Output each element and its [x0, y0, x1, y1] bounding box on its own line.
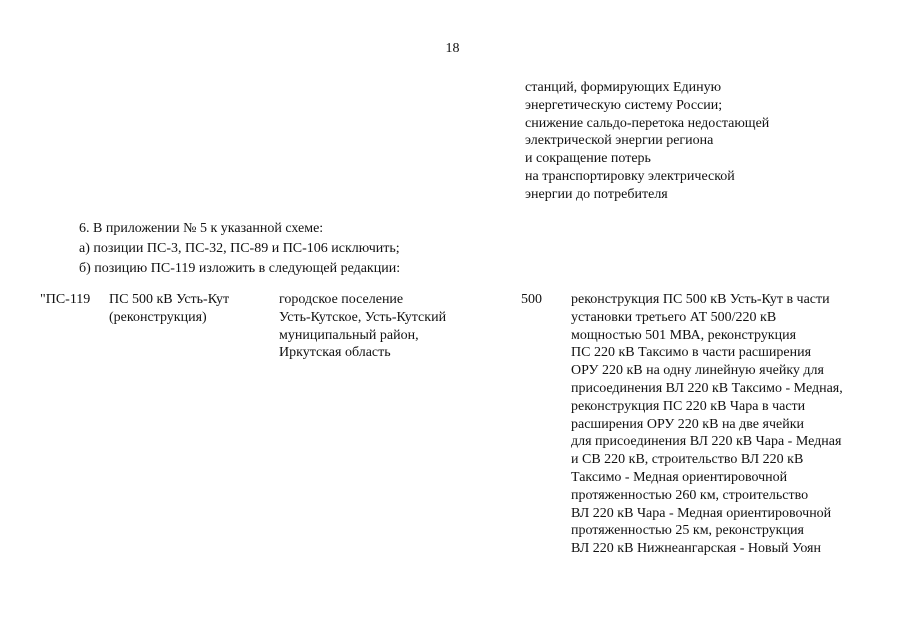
page-number: 18 [445, 41, 460, 56]
work-description-line: ПС 220 кВ Таксимо в части расширения [571, 345, 812, 361]
continued-text-line: энергии до потребителя [525, 186, 668, 202]
work-description-line: протяженностью 260 км, строительство [571, 487, 809, 503]
work-description [571, 291, 843, 558]
location-line: муниципальный район, [279, 327, 419, 343]
work-description-line: Таксимо - Медная ориентировочной [571, 469, 788, 485]
instruction-paragraph: 6. В приложении № 5 к указанной схеме: [79, 221, 324, 236]
object-name-line: ПС 500 кВ Усть-Кут [109, 292, 230, 307]
voltage-class: 500 [521, 292, 542, 307]
position-code: "ПС-119 [40, 292, 91, 307]
instructions-block [79, 219, 400, 279]
work-description-line: установки третьего АТ 500/220 кВ [571, 309, 777, 325]
object-name [109, 291, 229, 327]
instruction-item-b: б) позицию ПС-119 изложить в следующей редакции: [79, 261, 401, 276]
continued-text-line: на транспортировку электрической [525, 168, 735, 184]
continued-text-line: станций, формирующих Единую [525, 80, 722, 95]
work-description-line: для присоединения ВЛ 220 кВ Чара - Медная [571, 434, 842, 450]
work-description-line: ВЛ 220 кВ Нижнеангарская - Новый Уоян [571, 541, 821, 557]
work-description-line: протяженностью 25 км, реконструкция [571, 523, 804, 539]
continued-text-line: снижение сальдо-перетока недостающей [525, 115, 770, 131]
work-description-line: расширения ОРУ 220 кВ на две ячейки [571, 416, 804, 432]
location-line: Усть-Кутское, Усть-Кутский [279, 309, 447, 325]
continued-text-line: электрической энергии региона [525, 133, 714, 149]
object-name-line: (реконструкция) [109, 309, 207, 325]
work-description-line: реконструкция ПС 220 кВ Чара в части [571, 398, 806, 414]
continued-text-line: энергетическую систему России; [525, 97, 723, 113]
work-description-line: и СВ 220 кВ, строительство ВЛ 220 кВ [571, 452, 804, 468]
location [279, 291, 446, 362]
work-description-line: присоединения ВЛ 220 кВ Таксимо - Медная, [571, 380, 843, 396]
instruction-item-a: а) позиции ПС-3, ПС-32, ПС-89 и ПС-106 исключить; [79, 241, 400, 256]
work-description-line: ОРУ 220 кВ на одну линейную ячейку для [571, 363, 824, 379]
location-line: Иркутская область [279, 345, 391, 361]
location-line: городское поселение [279, 292, 404, 307]
work-description-line: ВЛ 220 кВ Чара - Медная ориентировочной [571, 505, 832, 521]
continued-text-line: и сокращение потерь [525, 151, 651, 167]
continued-text-block [525, 79, 769, 204]
work-description-line: мощностью 501 МВА, реконструкция [571, 327, 797, 343]
work-description-line: реконструкция ПС 500 кВ Усть-Кут в части [571, 292, 830, 307]
